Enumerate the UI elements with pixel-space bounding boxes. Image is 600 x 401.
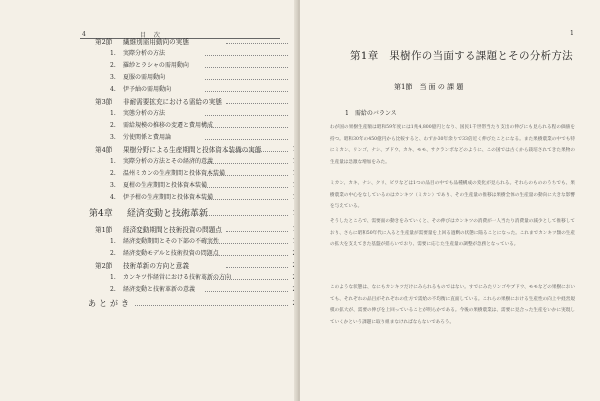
toc-entry-title: 経済変動と技術革新の意義	[123, 286, 196, 293]
left-page-number: 4	[82, 31, 86, 38]
toc-leader-dots	[205, 279, 288, 280]
toc-entry	[80, 248, 304, 260]
toc-entry-title: 伊予柑の生産期間と投体資本装備	[123, 194, 214, 201]
toc-entry	[80, 192, 304, 204]
toc-entry-number: 第3節	[95, 98, 113, 106]
toc-entry	[80, 120, 304, 132]
toc-entry	[80, 168, 304, 180]
toc-entry	[80, 180, 304, 192]
toc-entry-number: 第4章	[89, 209, 113, 219]
toc-leader-dots	[205, 55, 288, 56]
toc-leader-dots	[205, 187, 288, 188]
toc-entry-number: 第1節	[95, 226, 113, 234]
toc-entry-number: 1.	[110, 110, 116, 117]
toc-entry	[80, 272, 304, 284]
toc-entry-number: 第4節	[95, 146, 113, 154]
left-running-head: 目 次	[140, 32, 163, 39]
toc-entry-title: 実際分析の方法	[123, 50, 166, 57]
toc-leader-dots	[226, 231, 288, 232]
toc-entry	[80, 60, 304, 72]
toc-leader-dots	[205, 243, 288, 244]
toc-leader-dots	[205, 199, 288, 200]
paragraph: ミカン、カキ、ナシ、クリ、ビワなどは1つの品目の中でも品種構成の変化が見られる。それらのもののうちでも、果樹農業の中心をなしているのはカンキツ（ミカン）であり、その生産量の推移は果樹全体の生産量の動向に大きな影響を与えている。	[330, 181, 575, 210]
toc-entry-number: 1.	[110, 274, 116, 281]
toc-entry	[80, 72, 304, 84]
toc-entry-title: 経済変動期間と技術投資の問題点	[123, 226, 222, 234]
toc-entry-title: 実際分析の方法とその経済的意義	[123, 158, 214, 165]
toc-entry-title: 経済変動期間とその下部の不確実性	[123, 238, 220, 245]
toc-entry-number: 3.	[110, 182, 116, 189]
toc-entry	[80, 284, 304, 296]
toc-leader-dots	[180, 215, 288, 216]
toc-leader-dots	[205, 163, 288, 164]
toc-entry	[80, 296, 304, 312]
toc-entry	[80, 260, 304, 272]
toc-leader-dots	[226, 151, 288, 152]
toc-entry-number: 2.	[110, 62, 116, 69]
toc-entry-number: 3.	[110, 74, 116, 81]
toc-leader-dots	[226, 103, 288, 104]
paragraph: このような状態は、なにもカンキツだけにみられるものではない。すでにみたリンゴやブドウ、モモなどの果樹においても、それぞれの品目がそれぞれの仕方で需給の不均衡に直面している。これらの果樹における生産性の向上や経営規模の拡大が、需要の伸びを上回っていることが明らかである。今後の果樹農業は、需要に見合った生産をいかに実現していくかという課題に取り組まなければならないであろう。	[330, 285, 575, 325]
toc-entry-number: 2.	[110, 286, 116, 293]
toc-entry-title: 夏柑の生産期間と投体資本装備	[123, 182, 208, 189]
toc-entry	[80, 36, 304, 48]
toc-leader-dots	[205, 175, 288, 176]
toc-leader-dots	[135, 305, 288, 306]
chapter-title: 第1章 果樹作の当面する課題とその分析方法	[350, 50, 573, 62]
toc-leader-dots	[205, 291, 288, 292]
toc-entry-number: 2.	[110, 170, 116, 177]
toc-entry-number: 第2節	[95, 262, 113, 270]
toc-entry	[80, 96, 304, 108]
toc-entry-title: 実態分析の方法	[123, 110, 166, 117]
toc-entry-number: 2.	[110, 250, 116, 257]
toc-leader-dots	[205, 91, 288, 92]
toc-entry	[80, 204, 304, 224]
toc-entry	[80, 156, 304, 168]
toc-entry-title: カンキツ作経営における技術革新の方向	[123, 274, 232, 281]
toc-entry-number: 1.	[110, 158, 116, 165]
toc-entry	[80, 84, 304, 96]
subsection-title: 1 需給のバランス	[345, 110, 397, 117]
toc-leader-dots	[205, 255, 288, 256]
toc-entry-title: 労使関係と費用論	[123, 134, 172, 141]
toc-entry	[80, 108, 304, 120]
toc-entry-title: 技術革新の方向と意義	[123, 262, 189, 270]
toc-entry-title: 非耐需要拡充における需給の実態	[123, 98, 222, 106]
toc-entry-number: 4.	[110, 194, 116, 201]
section-title: 第1節 当 面 の 課 題	[394, 83, 464, 91]
toc-entry-title: 経済変動と技術革新	[127, 209, 209, 219]
toc-leader-dots	[205, 67, 288, 68]
toc-leader-dots	[226, 267, 288, 268]
toc-entry	[80, 48, 304, 60]
toc-entry	[80, 144, 304, 156]
toc-entry-title: 果樹分野による生産期間と投体資本装備の実態	[123, 146, 262, 154]
toc-entry-number: 1.	[110, 50, 116, 57]
toc-entry-number: 4.	[110, 86, 116, 93]
toc-leader-dots	[226, 43, 288, 44]
toc-entry-title: 夏服の需用動向	[123, 74, 166, 81]
toc-entry-title: 経済変動モデルと技術投資の問題点	[123, 250, 219, 257]
toc-leader-dots	[205, 79, 288, 80]
toc-entry-number: 1.	[110, 238, 116, 245]
toc-entry-title: 伊予紬の需用動向	[123, 86, 172, 93]
paragraph: わが国の果樹生産額は昭和59年度には1兆4,800億円となり、国民1千世帯当たり支出の伸びにも見られる程の価値を持つ。昭和30年の450億円から比較すると、わずか30年余りで33倍近く伸びたことになる。また果樹農業の中でも特にミカン、リンゴ、ナシ、ブドウ、カキ、モモ、サクランボなどのように、この国では古くから栽培されてきた果物の生産量は急激な増加をみた。	[330, 125, 575, 165]
toc-entry-number: 第2節	[95, 38, 113, 46]
toc-entry-title: 需給規模の推移の変遷と費用構成	[123, 122, 214, 129]
toc-entry	[80, 236, 304, 248]
toc-entry	[80, 224, 304, 236]
toc-entry-number: 2.	[110, 122, 116, 129]
paragraph: そうしたところで、需要面の動きをみていくと、その伸びはカンキツの消費が一人当たり消費量の減少として推移しており、さらに昭和50年代に入ると生産量が需要量を上回る過剰の状態に陥ることになった。これまでカンキツ類の生産の拡大を支えてきた基盤が揺らいでおり、需要に応じた生産量の調整が急務となっている。	[330, 219, 575, 248]
right-page-number: 1	[570, 30, 574, 37]
table-of-contents	[80, 36, 304, 312]
toc-entry-title: あとがき	[88, 299, 132, 308]
toc-entry	[80, 132, 304, 144]
toc-entry-number: 3.	[110, 134, 116, 141]
toc-entry-title: 温州ミカンの生産期間と投体資本装備	[123, 170, 226, 177]
toc-leader-dots	[205, 139, 288, 140]
toc-entry-title: 繊維別需用動向の実態	[123, 38, 189, 46]
toc-entry-title: 羅紗とラシャの需用動向	[123, 62, 189, 69]
left-page	[0, 0, 296, 401]
toc-leader-dots	[205, 115, 288, 116]
toc-leader-dots	[205, 127, 288, 128]
